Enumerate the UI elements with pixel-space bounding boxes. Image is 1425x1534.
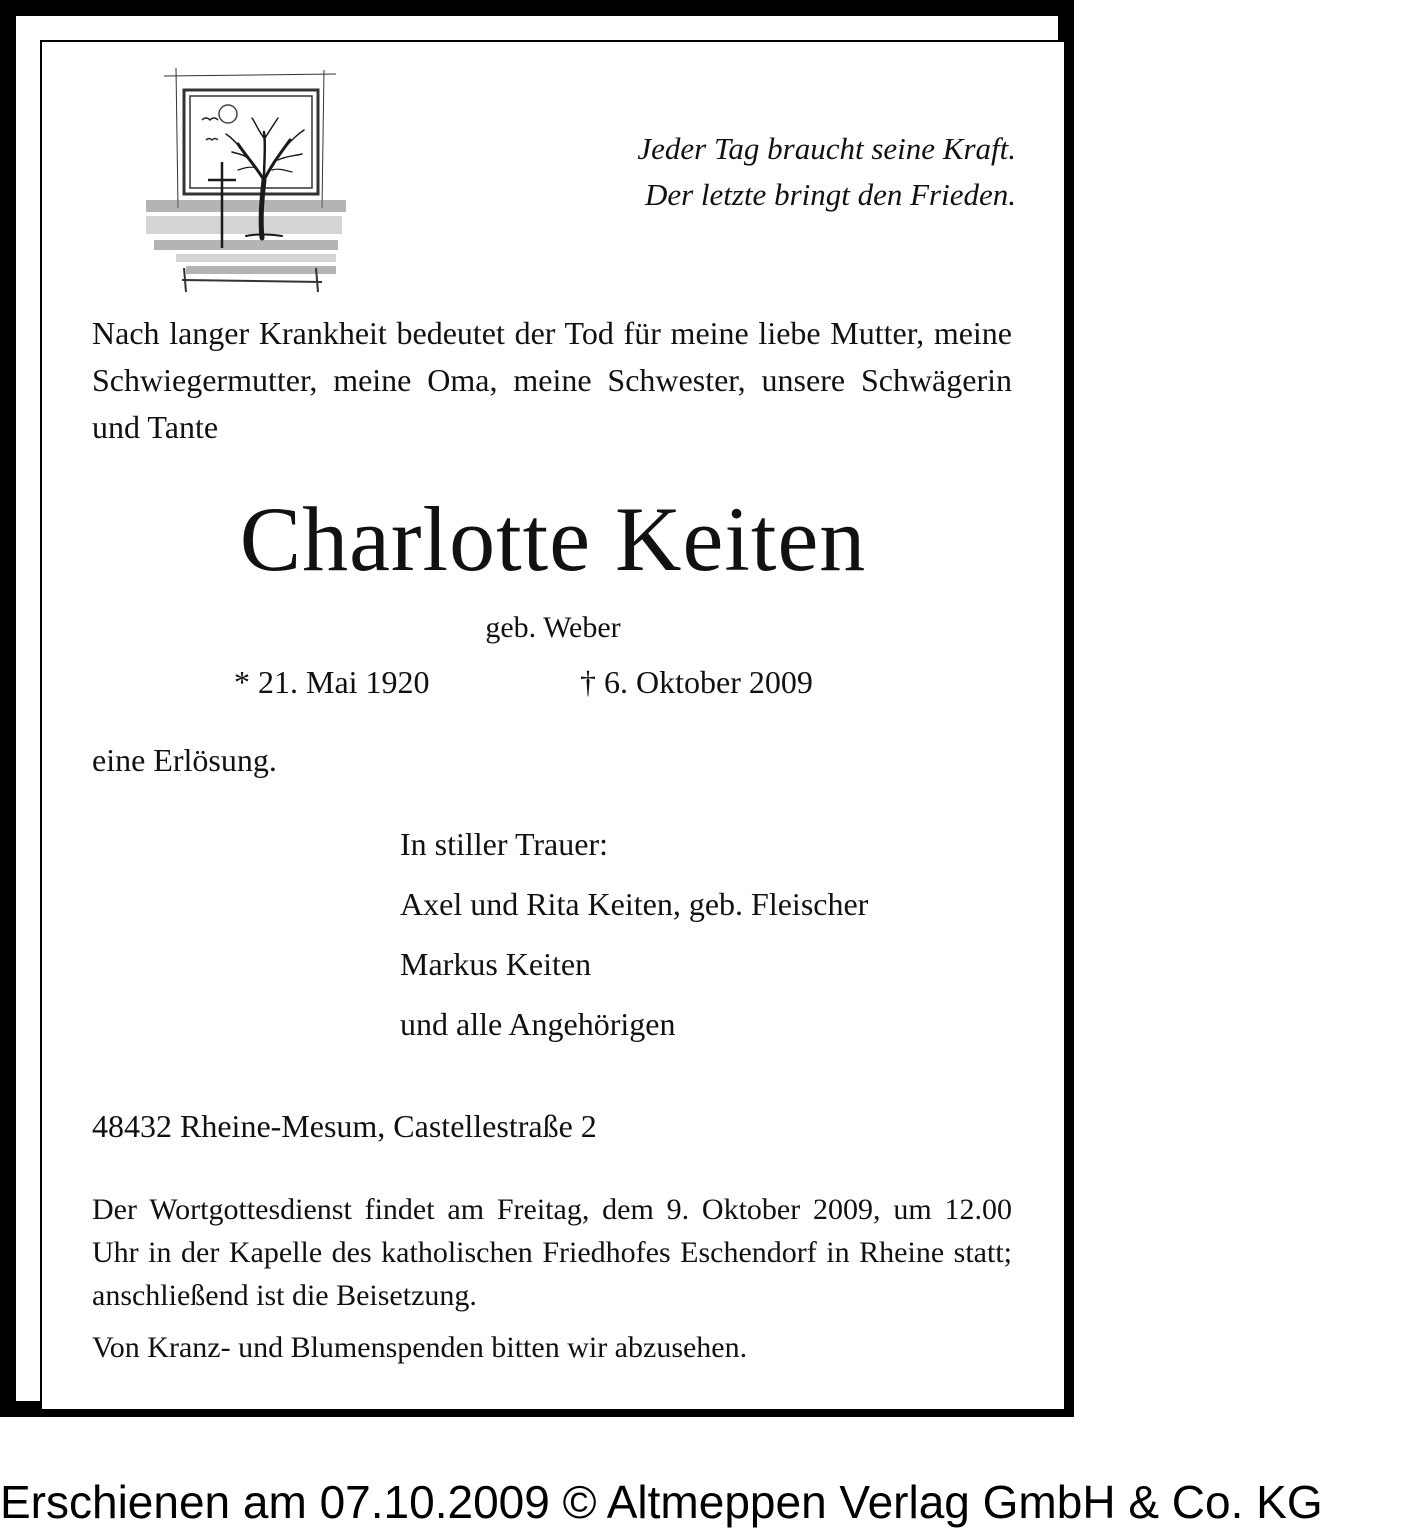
service-paragraph: Der Wortgottesdienst findet am Freitag, dem 9. Oktober 2009, um 12.00 Uhr in der Kapelle des katholischen Friedhofes Eschendorf in Rheine statt; anschließend ist die Beisetzung. [92,1193,1012,1312]
obituary-notice [40,40,1066,1411]
mourner-name: Axel und Rita Keiten, geb. Fleischer [400,886,869,922]
maiden-name: geb. Weber [485,611,621,644]
mourners-list [400,814,868,1054]
deceased-name [42,484,1064,594]
relief-line: eine Erlösung. [92,742,277,778]
family-address: 48432 Rheine-Mesum, Castellestraße 2 [92,1108,597,1144]
motto-line-1: Jeder Tag braucht seine Kraft. [637,131,1016,166]
notice-margin [16,16,1058,1401]
mourners-heading: In stiller Trauer: [400,826,608,862]
flowers-note: Von Kranz- und Blumenspenden bitten wir abzusehen. [92,1331,748,1364]
mourner-name: Markus Keiten [400,946,592,982]
deceased-name-text: Charlotte Keiten [239,488,867,590]
motto-line-2: Der letzte bringt den Frieden. [644,177,1016,212]
tree-window-cross-illustration [146,68,346,294]
death-date: † 6. Oktober 2009 [580,664,813,700]
publication-footer: Erschienen am 07.10.2009 © Altmeppen Verlag GmbH & Co. KG [0,1476,1323,1528]
motto-verse [637,126,1016,218]
birth-date: * 21. Mai 1920 [234,664,430,700]
mourner-name: und alle Angehörigen [400,1006,676,1042]
intro-paragraph: Nach langer Krankheit bedeutet der Tod für meine liebe Mutter, meine Schwiegermutter, meine Oma, meine Schwester, unsere Schwägerin und Tante [92,315,1012,445]
